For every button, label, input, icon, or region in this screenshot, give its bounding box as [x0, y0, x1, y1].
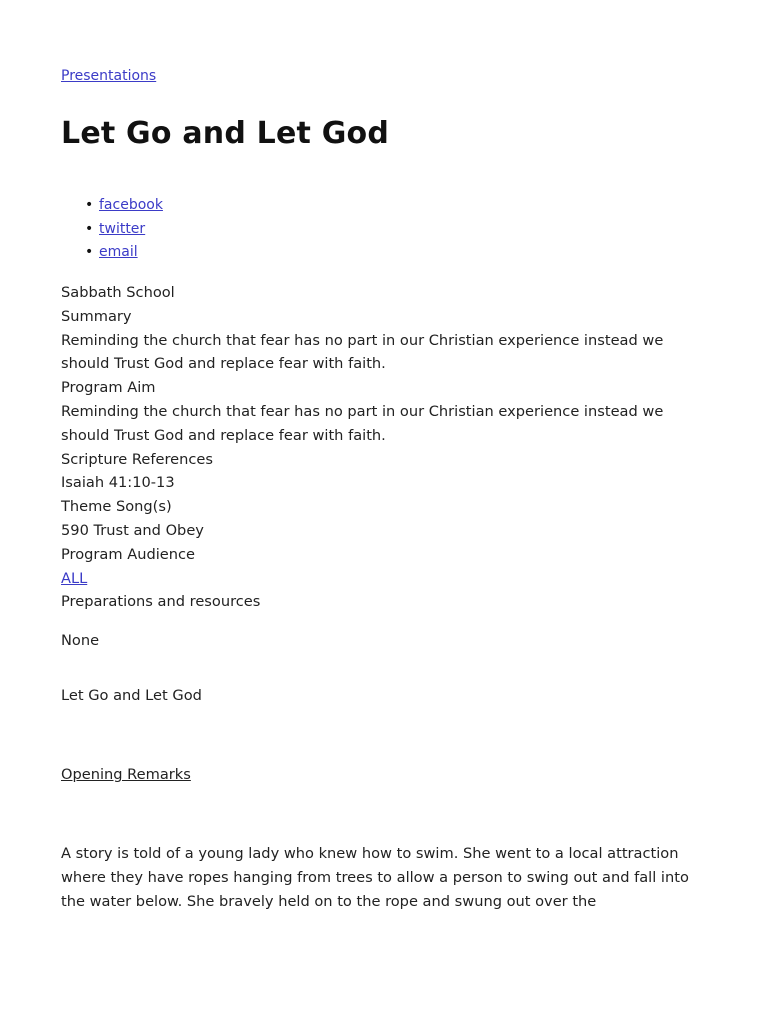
preparations-text: None	[61, 632, 100, 649]
facebook-share-link[interactable]: facebook	[99, 197, 163, 213]
theme-songs-label: Theme Song(s)	[61, 498, 172, 516]
story-paragraph: A story is told of a young lady who knew how to swim. She went to a local attraction where they have ropes hanging from trees to allow a person to swing out and fall into the water below. She bravely held on to the rope and swung out over the	[61, 845, 689, 910]
share-item-facebook	[85, 194, 163, 218]
summary-label: Summary	[61, 307, 132, 325]
audience-all-link[interactable]: ALL	[61, 569, 88, 587]
program-audience-label: Program Audience	[61, 545, 195, 563]
twitter-share-link[interactable]: twitter	[99, 220, 146, 237]
email-share-link[interactable]: email	[99, 244, 138, 260]
program-details	[61, 281, 711, 614]
share-item-twitter	[85, 218, 163, 242]
program-aim-label: Program Aim	[61, 379, 156, 397]
bullet-icon: •	[85, 197, 94, 213]
opening-remarks-heading: Opening Remarks	[61, 766, 191, 783]
program-aim-text: Reminding the church that fear has no part in our Christian experience instead we should Trust God and replace fear with faith.	[61, 402, 664, 444]
theme-songs-text: 590 Trust and Obey	[61, 521, 204, 539]
body-title: Let Go and Let God	[61, 687, 202, 704]
program-category: Sabbath School	[61, 284, 175, 301]
page-title: Let Go and Let God	[61, 116, 390, 151]
bullet-icon: •	[85, 244, 94, 260]
bullet-icon: •	[85, 220, 94, 237]
preparations-label: Preparations and resources	[61, 593, 261, 611]
scripture-references-label: Scripture References	[61, 450, 213, 468]
share-links-list	[61, 194, 163, 265]
program-audience-value	[61, 567, 711, 591]
breadcrumb-presentations-link[interactable]: Presentations	[61, 68, 157, 84]
summary-text: Reminding the church that fear has no part in our Christian experience instead we should Trust God and replace fear with faith.	[61, 331, 664, 373]
share-item-email	[85, 241, 163, 265]
scripture-references-text: Isaiah 41:10-13	[61, 474, 175, 492]
